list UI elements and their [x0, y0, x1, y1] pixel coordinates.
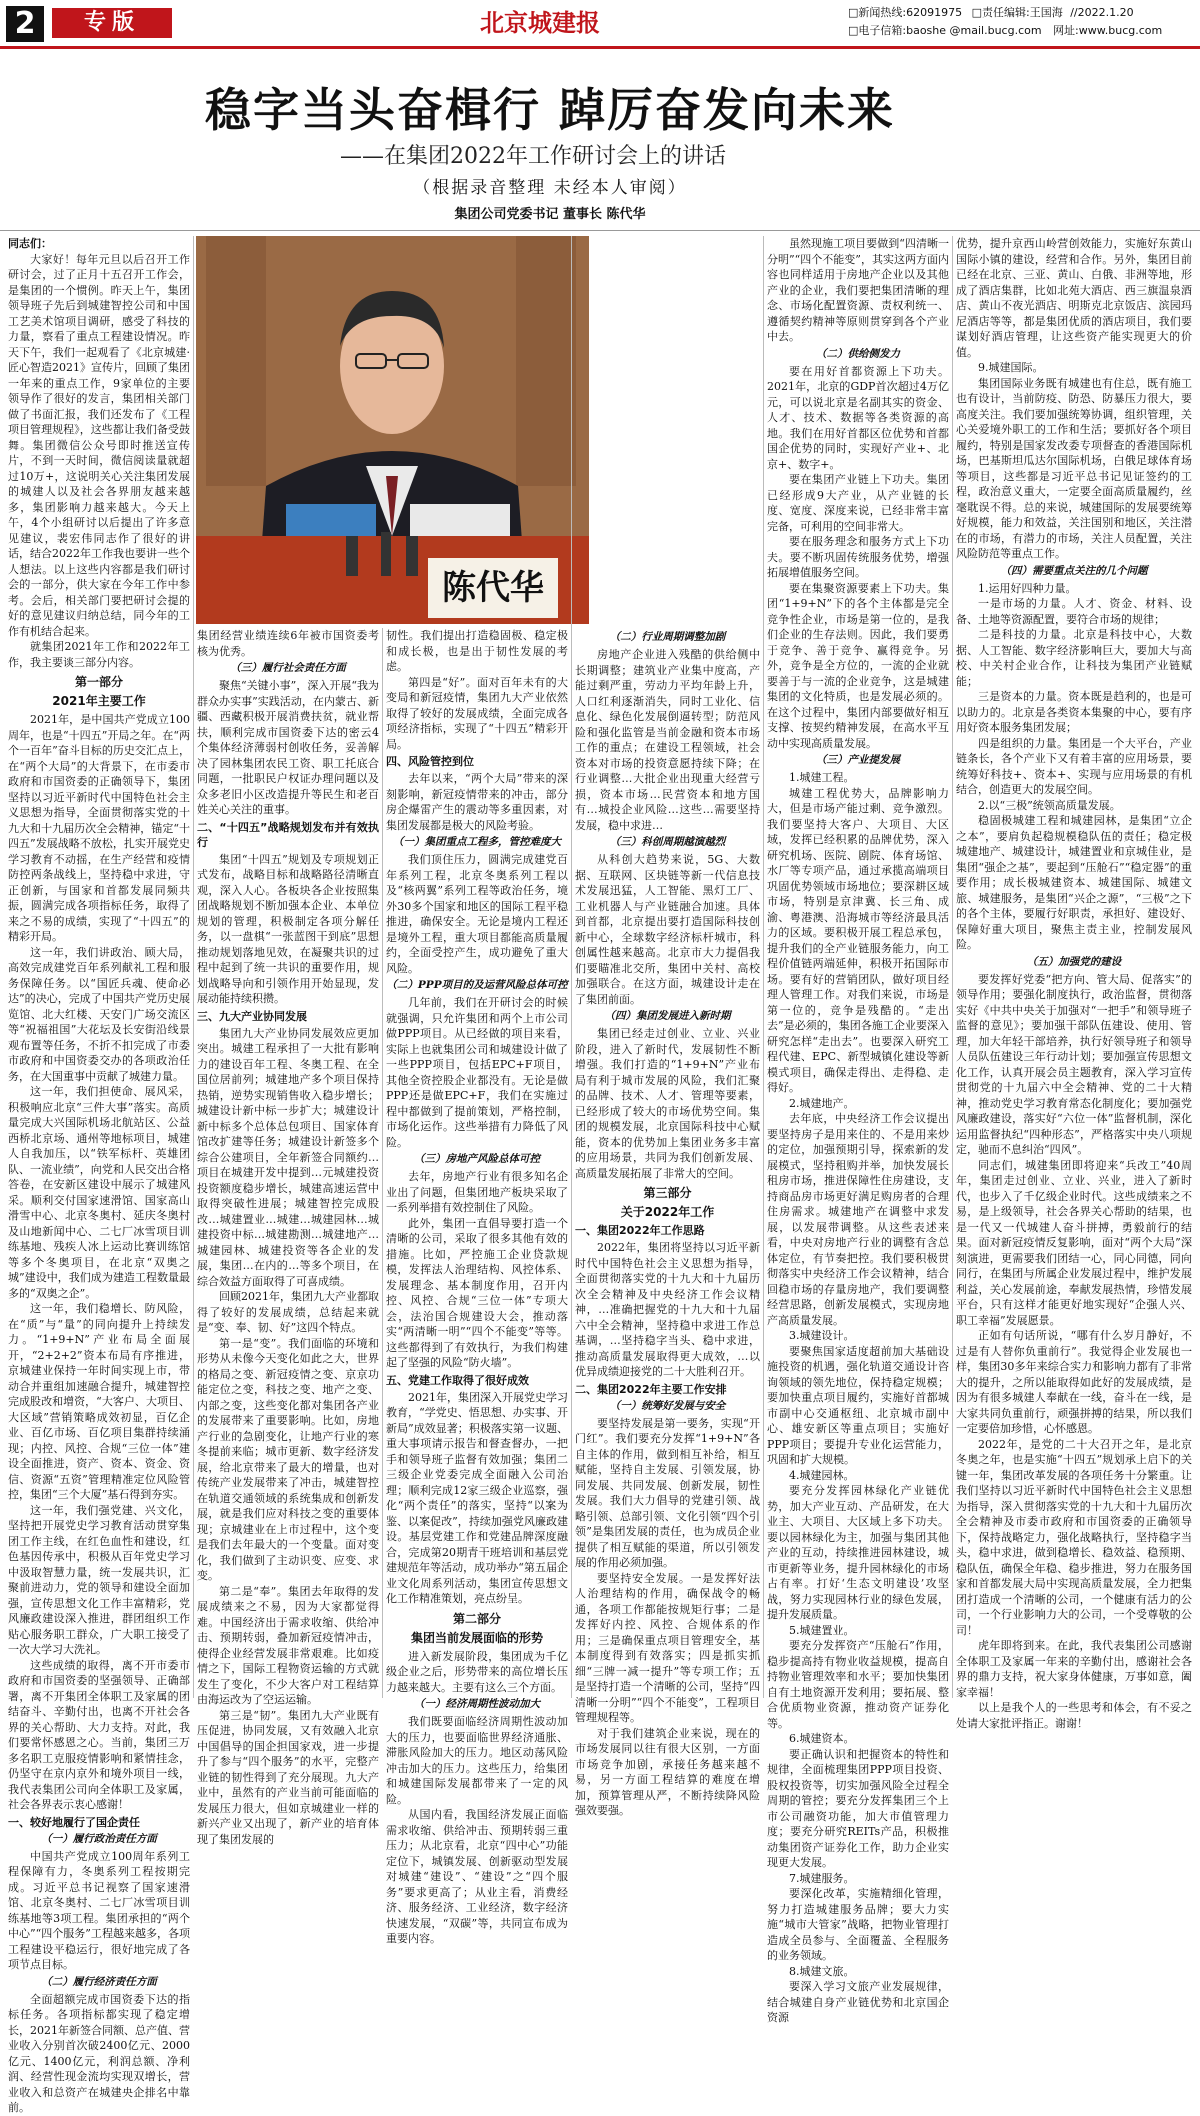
- paragraph: 要充分发挥园林绿化产业链优势，加大产业互动、产品研发，在大业主、大项目、大区域上多下功夫。要以园林绿化为主，加强与集团其他产业的互动，持续推进园林建设，城市更新等业务，提升园林绿化的市场占有率。打好‘生态文明建设’攻坚战，努力实现园林行业的绿色发展，提升发展质量。: [767, 1484, 949, 1621]
- paragraph: 对于我们建筑企业来说，现在的市场发展同以往有很大区别，一方面市场竞争加剧，承接任务越来越不易，另一方面工程结算的难度在增加，预算管理从严，不断持续降风险强效要强。: [575, 1726, 760, 1817]
- part-subheading: 关于2022年工作: [620, 1205, 715, 1219]
- subsection-heading: （一）经济周期性波动加大: [414, 1698, 540, 1710]
- paragraph: 集团九大产业协同发展效应更加突出。城建工程承担了一大批有影响力的建设百年工程、冬奥工程、在全国位居前列；城建地产多个项目保持热销，逆势实现销售收入稳步增长；城建设计新中标一步扩大；城建设计新中标多个总体总包项目、国家体育馆改扩建等任务；城建设计新签多个综合公建项目，全年新签合同额约…项目在城建开发中提到…元城建投资投资额度稳步增长，城建高速运营中取得突破性进展；城建智控完成股改…城建置业…城建…城建园林…城建投资中标…城建勘测…城建地产…城建园林、城建投资等各企业的发展，集团…在内的…等多个项目，在综合效益方面取得了可喜成绩。: [197, 1026, 379, 1288]
- paragraph: 要在集聚资源要素上下功夫。集团“1+9+N”下的各个主体都是完全竞争性企业，市场是第一位的，是我们企业的生存法则。因此，我们要勇于竞争、善于竞争、赢得竞争。另外，竞争是全方位的，一流的企业就要善于与一流的企业竞争，这是城建集团的文化特质，也是发展必须的。在这个过程中，集团内部要做好相互支撑、按契约精神发展，在高水平互动中实现高质量发展。: [767, 581, 949, 750]
- paragraph: 同志们，城建集团即将迎来“兵改工”40周年，集团走过创业、立业、兴业，进入了新时代，也步入了千亿级企业时代。这些成绩来之不易，是上级领导，社会各界关心帮助的结果，也是一代又一代城建人奋斗拼搏，勇毅前行的结果。面对新冠疫情反复影响，面对“两个大局”深刻演进，更需要我们团结一心，同心同德，同向同行，在集团与所属企业发展过程中，维护发展利益，关心发展前途，奉献发展热情，珍惜发展平台，只有这样才能更好地实现好“企强人兴、职工幸福”发展愿景。: [956, 1158, 1192, 1327]
- paragraph: 2.城建地产。: [789, 1096, 855, 1110]
- paragraph: 稳固极城建工程和城建园林，是集团“立企之本”，要肩负起稳规模稳队伍的责任；稳定极城建地产、城建设计，城建置业和京城佳业，是集团“强企之基”，要起到“压舱石”“稳定器”的重要作用；成长极城建资本、城建国际、城建文旅、城建服务，是集团“兴企之源”，“三极”之下的各个主体，要履行好职责，承担好、建设好、保障好重大项目，聚焦主责主业，控制发展风险。: [956, 814, 1192, 951]
- paragraph: 房地产企业进入残酷的供给侧中长期调整；建筑业产业集中度高，产能过剩严重，劳动力平均年龄上升，人口红利逐渐消失，同时工业化、信息化、绿色化发展倒逼转型；防范风险和强化监管是当前金融和资本市场工作的重点；在建设工程领域，社会资本对市场的投资意愿持续下降；在行业调整…大批企业出现重大经营亏损，资本市场…民营资本和地方国有…城投企业风险…这些…需要坚持发展，稳中求进…: [575, 648, 760, 832]
- website: 网址:www.bucg.com: [1053, 24, 1163, 37]
- paragraph: 要聚焦国家适度超前加大基础设施投资的机遇，强化轨道交通设计咨询领域的领先地位，保持稳定规模；要加快重点项目履约，实施好首都城市副中心交通枢纽、北京城市副中心、雄安新区等重点项目；实施好 PPP项目；要提升专业化运营能力，巩固和扩大规模。: [767, 1344, 949, 1466]
- column-1: [8, 236, 190, 2114]
- paragraph: 第一是“变”。我们面临的环境和形势从未像今天变化如此之大，世界的格局之变、新冠疫情之变、京京功能定位之变，科技之变、地产之变、内部之变，这些变化都对集团各产业的发展带来了重要影响。比如，房地产行业的急剧变化，让地产行业的寒冬提前来临；城市更新、数字经济发展，给北京带来了最大的增量，也对传统产业发展带来了冲击，城建智控在轨道交通领域的系统集成和创新发展，就是我们应对科技之变的重要体现；京城建业在上市过程中，这个变是我们去年最大的一个变量。面对变化，我们做到了主动识变、应变、求变。: [197, 1336, 379, 1582]
- column-6: [956, 236, 1192, 1730]
- masthead: 北京城建报: [480, 8, 600, 37]
- paragraph: 要在集团产业链上下功夫。集团已经形成9大产业，从产业链的长度、宽度、深度来说，已经非常丰富完备，可利用的空间非常大。: [767, 473, 949, 533]
- paragraph: 集团已经走过创业、立业、兴业阶段，进入了新时代，发展韧性不断增强。我们打造的“1+9+N”产业布局有利于城市发展的风险，我们汇聚的品牌、技术、人才、管理等要素，已经形成了较大的市场优势空间。集团的规模发展，北京国际科技中心赋能，资本的优势加上集团业务多丰富的应用场景，共同为我们创新发展、高质量发展拓展了非常大的空间。: [575, 1027, 760, 1180]
- paragraph: 去年，房地产行业有很多知名企业出了问题，但集团地产板块采取了一系列举措有效控制住了风险。: [386, 1170, 568, 1214]
- column-divider: [193, 236, 194, 1698]
- paragraph: 1.城建工程。: [789, 771, 855, 784]
- paragraph: 去年以来，“两个大局”带来的深刻影响，新冠疫情带来的冲击，部分房企爆雷产生的震动等多重因素，对集团发展都是极大的风险考验。: [386, 772, 568, 832]
- section-heading: 五、党建工作取得了很好成效: [386, 1373, 529, 1387]
- email: □电子信箱:baoshe @mail.bucg.com: [848, 24, 1042, 37]
- paragraph: 从国内看，我国经济发展正面临需求收缩、供给冲击、预期转弱三重压力；从北京看，北京“四中心”功能定位下，城镇发展、创新驱动型发展对城建“建设”、“建设”之“四个服务”要求更高了；从业主看，消费经济、服务经济、工业经济，数字经济快速发展，“双碳”等，共同宣布成为重要内容。: [386, 1808, 568, 1945]
- paragraph: 要发挥好党委“把方向、管大局、促落实”的领导作用；要强化制度执行，政治监督，贯彻落实好《中共中央关于加强对“一把手”和领导班子监督的意见》；要加强干部队伍建设、使用、管理，加大年轻干部培养，执行好领导班子和领导人员队伍建设三年行动计划；要加强宣传思想文化工作，认真开展会员主题教育，深入学习宣传贯彻党的十九届六中全会精神、党的二十大精神，推动党史学习教育常态化制度化；要加强党风廉政建设，落实好“六位一体”监督机制，深化运用监督执纪“四种形态”，严格落实中央八项规定，驰而不息纠治“四风”。: [956, 972, 1192, 1156]
- paragraph: 1.运用好四种力量。: [978, 581, 1077, 595]
- subsection-heading: （一）履行政治责任方面: [41, 1832, 157, 1845]
- paragraph: 2022年，集团将坚持以习近平新时代中国特色社会主义思想为指导，全面贯彻落实党的十九大和十九届历次全会精神及中央经济工作会议精神，…准确把握党的十九大和十九届六中全会精神，坚持稳中求进工作总基调，…坚持稳字当头、稳中求进，推动高质量发展取得更大成效，…以优异成绩迎接党的二十大胜利召开。: [575, 1241, 760, 1378]
- section-heading: 二、“十四五”战略规划发布并有效执行: [197, 820, 379, 849]
- photo-nameplate: 陈代华: [442, 568, 544, 608]
- paragraph: 四是组织的力量。集团是一个大平台，产业链条长，各个产业下又有着丰富的应用场景，要统筹好科技+、资本+、实现与应用场景的有机结合，创造更大的发展空间。: [956, 736, 1192, 796]
- section-heading: 四、风险管控到位: [386, 755, 474, 768]
- paragraph: 这一年，我们讲政治、顾大局，高效完成建党百年系列献礼工程和服务保障任务。以“国匠兵魂、使命必达”的决心，完成了中国共产党历史展览馆、北大红楼、天安门广场交流区等“祝福祖国”大花坛及长安街沿线景观布置等任务，不折不扣完成了市委市政府和中国资委交办的各项政治任务，在大国重事中贡献了城建力量。: [8, 945, 190, 1083]
- article-title: 稳字当头奋楫行 踔厉奋发向未来: [204, 83, 895, 137]
- paragraph: 几年前，我们在开研讨会的时候就强调，只允许集团和两个上市公司做PPP项目。从已经做的项目来看，实际上也就集团公司和城建设计做了一些PPP项目，包括EPC+F项目，其他全资控股企业都没有。无论是做PPP还是做EPC+F，我们在实施过程中都做到了提前策划，严格控制，市场化运作。这些举措有力降低了风险。: [386, 996, 568, 1149]
- paragraph: 全面超额完成市国资委下达的指标任务。各项指标都实现了稳定增长，2021年新签合同额、总产值、营业收入分别首次破2400亿元、2000亿元、1400亿元，利润总额、净利润、经营性现金流均实现双增长，营业收入和总资产在城建央企排名中靠前。: [8, 1992, 190, 2114]
- header-meta-row-1: [848, 6, 1134, 20]
- paragraph: 2022年，是党的二十大召开之年，是北京冬奥之年，也是实施“十四五”规划承上启下的关键一年，集团改革发展的各项任务十分繁重。让我们坚持以习近平新时代中国特色社会主义思想为指导，深入贯彻落实党的十九大和十九届历次全会精神及市委市政府和市国资委的正确领导下，保持战略定力，强化战略执行，坚持稳字当头，稳中求进，做到稳增长、稳效益、稳预期、稳队伍，确保全年稳、稳步推进，努力在服务国家和首都发展大局中实现高质量发展，全力把集团打造成一个清晰的公司，一个健康有活力的公司，一个行业影响力大的公司，一个受尊敬的公司！: [956, 1437, 1192, 1637]
- section-heading: 二、集团2022年主要工作安排: [575, 1382, 727, 1396]
- paragraph: 第四是“好”。面对百年未有的大变局和新冠疫情，集团九大产业依然取得了较好的发展成绩，全面完成各项经济指标，实现了“十四五”精彩开局。: [386, 675, 568, 751]
- paragraph: 二是科技的力量。北京是科技中心，大数据、人工智能、数字经济影响巨大，要加大与高校、中关村企业合作，让科技为集团产业链赋能；: [956, 628, 1192, 688]
- subsection-heading: （三）房地产风险总体可控: [414, 1153, 540, 1165]
- paragraph: 我们既要面临经济周期性波动加大的压力，也要面临世界经济通胀、滞胀风险加大的压力。地区动荡风险冲击加大的压力。这些压力，给集团和城建国际发展都带来了一定的风险。: [386, 1715, 568, 1806]
- section-heading: 三、九大产业协同发展: [197, 1009, 307, 1023]
- paragraph: 5.城建置业。: [789, 1623, 855, 1637]
- paragraph: 要充分发挥资产“压舱石”作用，稳步提高持有物业收益规模，提高自持物业管理效率和水平；要加快集团自有土地资源开发利用；要拓展、整合优质物业资源，推动资产证券化等。: [767, 1639, 949, 1730]
- column-divider: [763, 236, 764, 1698]
- part-subheading: 集团当前发展面临的形势: [410, 1630, 543, 1645]
- paragraph: 7.城建服务。: [789, 1871, 855, 1885]
- speaker-photo: [196, 236, 589, 624]
- paragraph: 进入新发展阶段，集团成为千亿级企业之后，形势带来的高位增长压力越来越大。主要有这么三个方面。: [386, 1649, 568, 1694]
- paragraph: 要深化改革，实施精细化管理，努力打造城建服务品牌；要大力实施“城市大管家”战略，把物业管理打造成全员参与、全面覆盖、全程服务的业务领域。: [767, 1887, 949, 1962]
- subsection-heading: （一）统筹好发展与安全: [609, 1399, 726, 1412]
- paragraph: 3.城建设计。: [789, 1329, 855, 1342]
- paragraph: 第二是“奉”。集团去年取得的发展成绩来之不易，因为大家都觉得难。中国经济出于需求收缩、供给冲击、预期转弱，叠加新冠疫情冲击，使得企业经营发展非常艰难。比如疫情之下，国际工程物资运输的方式就发生了变化，不少大客户对工程结算由海运改为了空运运输。: [197, 1584, 379, 1706]
- column-4: [575, 628, 760, 1817]
- subsection-heading: （四）集团发展进入新时期: [604, 1010, 731, 1022]
- part-heading: 第二部分: [452, 1611, 501, 1626]
- subsection-heading: （四）需要重点关注的几个问题: [1000, 564, 1148, 577]
- paragraph: 2021年，集团深入开展党史学习教育，“学党史、悟思想、办实事、开新局”成效显著；积极落实第一议题、重大事项请示报告和督查督办，一把手和领导班子监督有效加强；集团二三级企业党委完成全面融入公司治理；顺利完成12家三级企业巡察，强化“两个责任”的落实，坚持“以案为鉴、以案促改”，持续加强党风廉政建设。基层党建工作和党建品牌深度融合，完成第20期青干班培训和基层党建规范年等活动，成功举办“第五届企业文化周系列活动，集团宣传思想文化工作精准策划，亮点纷呈。: [386, 1390, 568, 1605]
- paragraph: 要坚持安全发展。一是发挥好法人治理结构的作用，确保战令的畅通，各项工作都能按规矩行事；二是发挥好内控、风控、合规体系的作用；三是确保重点项目管理安全，基本制度得到有效落实；四是抓实抓细“三牌一减一提升”等专项工作；五是坚持打造一个清晰的公司，坚持“四清晰一分明”“四个不能变”，工程项目管理规程等。: [575, 1571, 760, 1724]
- subsection-heading: （二）供给侧发力: [816, 347, 900, 360]
- article-subtitle: ——在集团2022年工作研讨会上的讲话: [340, 144, 726, 169]
- title-divider: [0, 230, 1200, 231]
- paragraph: 一是市场的力量。人才、资金、材料、设备、土地等资源配置，要符合市场的规律；: [956, 597, 1192, 626]
- paragraph: 集团“十四五”规划及专项规划正式发布，战略目标和战略路径清晰直观，深入人心。各板块各企业按照集团战略规划不断加强本企业、本单位规划的管理，积极制定各项分解任务，以一盘棋“一张蓝图干到底”思想推动规划落地见效，在凝聚共识的过程中起到了统一共识的重要作用，规划战略导向和引领作用开始显现，发展动能持续积攒。: [197, 852, 379, 1005]
- salutation: 同志们：: [8, 237, 52, 250]
- paragraph: 以上是我个人的一些思考和体会，有不妥之处请大家批评指正。谢谢！: [956, 1701, 1192, 1730]
- paragraph: 去年底，中央经济工作会议提出要坚持房子是用来住的、不是用来炒的定位，加强预期引导，探索新的发展模式，坚持租购并举，加快发展长租房市场，推进保障性住房建设，支持商品房市场更好满足购房者的合理住房需求。城建地产在调整中求发展，以发展带调整。从这些表述来看，中央对房地产行业的调整有含总体定位，有节奏把控。我们要积极贯彻落实中央经济工作会议精神，结合回稳市场的存量房地产，我们要调整经营思路，创新发展模式，实现房地产高质量发展。: [767, 1112, 949, 1327]
- paragraph: 要深入学习文旅产业发展规律，结合城建自身产业链优势和北京国企资源: [767, 1980, 949, 2024]
- paragraph: 正如有句话所说，“哪有什么岁月静好，不过是有人替你负重前行”。我觉得企业发展也一样，集团30多年来综合实力和影响力都有了非常大的提升，之所以能取得如此好的发展成绩，是因为有很多城建人奉献在一线，奋斗在一线，是大家共同负重前行，顽强拼搏的结果，所以我们一定要倍加珍惜，心怀感恩。: [956, 1329, 1192, 1435]
- section-heading: 一、集团2022年工作思路: [575, 1224, 705, 1237]
- paragraph: 要在用好首都资源上下功夫。2021年，北京的GDP首次超过4万亿元，可以说北京是名副其实的资金、人才、技术、数据等各类资源的高地。我们在用好首都区位优势和首都国企优势的同时，实现好产业+、北京+、数字+。: [767, 364, 949, 471]
- paragraph: 这一年，我们强党建、兴文化，坚持把开展党史学习教育活动贯穿集团工作主线，在红色血性和建设，红色基因传承中，积极从百年党史学习中汲取智慧力量，统一发展共识，汇聚前进动力，党的领导和建设全面加强，宣传思想文化工作丰富精彩，党风廉政建设深入推进，群团组织工作贴心服务职工群众，广大职工接受了一次大学习大洗礼。: [8, 1503, 190, 1656]
- column-divider: [952, 236, 953, 1698]
- subsection-heading: （三）产业提发展: [816, 754, 900, 766]
- paragraph: 优势，提升京西山岭营创效能力，实施好东黄山国际小镇的建设，经营和合作。另外，集团目前已经在北京、三亚、黄山、白俄、非洲等地，形成了酒店集群，比如北苑大酒店、西三旗温泉酒店、黄山不夜光酒店、明斯克北京饭店、滨园玛尼酒店等等，都是集团优质的酒店项目，我们要谋划好酒店管理，让这些资产能实现更大的价值。: [956, 237, 1192, 359]
- paragraph: 集团经营业绩连续6年被市国资委考核为优秀。: [197, 629, 379, 658]
- section-heading: 一、较好地履行了国企责任: [8, 1815, 140, 1829]
- paragraph: 这一年，我们担使命、展风采，积极响应北京“三件大事”落实。高质量完成大兴国际机场北航站区、公益西桥北京场、通州等地标项目，城建人自我加压，以“铁军标杆、英雄团队、一流业绩”，向党和人民交出合格答卷，在安新区建设中展示了城建风采。顺利交付国家速滑馆、国家高山滑雪中心、北京冬奥村、延庆冬奥村及山地新闻中心、二七厂冰雪项目训练基地、残疾人冰上运动比赛训练馆等多个冬奥项目，在北京“双奥之城”建设中，我们成为建造工程数量最多的“双奥之企”。: [8, 1085, 190, 1300]
- page-header: [0, 0, 1200, 49]
- editor: □责任编辑:王国海: [971, 6, 1063, 19]
- header-meta-row-2: [848, 24, 1162, 38]
- paragraph: 此外，集团一直倡导要打造一个清晰的公司，采取了很多其他有效的措施。比如，严控施工企业贷款规模，发挥法人治理结构、风控体系、发展理念、基本制度作用，召开内控、风控、合规“三位一体”专项大会，法治国合规建设大会，推动落实“两清晰一明”“四个不能变”等等。这些都得到了有效执行，为我们构建起了坚强的风险“防火墙”。: [386, 1216, 568, 1369]
- column-divider: [382, 628, 383, 1698]
- paragraph: 大家好！每年元旦以后召开工作研讨会，过了正月十五召开工作会，是集团的一个惯例。昨天上午，集团领导班子先后到城建智控公司和中国工艺美术馆项目调研，感受了科技的力量，察看了重点工程建设情况。昨天下午，我们一起观看了《北京城建·匠心智造2021》宣传片，回顾了集团一年来的重点工作，9家单位的主要领导作了很好的发言，集团相关部门做了书面汇报，我们还发布了《工程项目管理规程》，这些都让我们备受鼓舞。集团微信公众号即时推送宣传片，不到一天时间，微信阅读量就超过10万+，这说明关心关注集团发展的城建人以及社会各界朋友越来越多，集团影响力越来越大。今天上午，4个小组研讨以后提出了许多意见建议，裴宏伟同志作了很好的讲话，结合2022年工作我也要讲一些个人想法。以上这些内容都是我们研讨会的一部分，供大家在今年工作中参考。会后，相关部门要把研讨会提的好的意见建议归纳总结，同今年的工作有机结合起来。: [8, 252, 190, 638]
- subsection-heading: （三）履行社会责任方面: [230, 662, 346, 674]
- part-subheading: 2021年主要工作: [52, 694, 146, 708]
- column-5: [767, 236, 949, 2024]
- paragraph: 要正确认识和把握资本的特性和规律，全面梳理集团PPP项目投资、股权投资等，切实加强风险全过程全周期的管控；要充分发挥集团三个上市公司融资功能，加大市值管理力度；要充分研究REITs产品，积极推动集团资产证券化工作，助力企业实现更大发展。: [767, 1747, 949, 1869]
- paragraph: 要坚持发展是第一要务，实现“开门红”。我们要充分发挥“1+9+N”各自主体的作用，做到相互补给，相互赋能，坚持自主发展、引领发展，协同发展、共同发展、创新发展，韧性发展。我们大力倡导的党建引领、战略引领、总部引领、文化引领“四个引领”是集团发展的责任，也为成员企业提供了相互赋能的渠道，所以引领发展的作用必须加强。: [575, 1416, 760, 1569]
- paragraph: 第三是“韧”。集团九大产业既有压促进，协同发展，又有效融入北京中国倡导的国企担国家戏，进一步提升了参与“四个服务”的水平，完整产业链的韧性得到了充分展现。九大产业中，虽然有的产业当前可能面临的发展压力很大，但如京城建业一样的新兴产业又出现了，新产业的培育体现了集团发展的: [197, 1708, 379, 1846]
- subsection-heading: （二）PPP项目的及运营风险总体可控: [386, 979, 568, 991]
- article-author: 集团公司党委书记 董事长 陈代华: [454, 207, 646, 222]
- part-heading: 第一部分: [74, 675, 123, 689]
- column-2: [197, 628, 379, 1846]
- paragraph: 中国共产党成立100周年系列工程保障有力，冬奥系列工程按期完成。习近平总书记视察了国家速滑馆、北京冬奥村、二七厂冰雪项目训练基地等3项工程。集团承担的“两个中心”“四个服务”工程越来越多，各项工程建设平稳运行，很好地完成了各项节点目标。: [8, 1849, 190, 1971]
- paragraph: 这些成绩的取得，离不开市委市政府和市国资委的坚强领导、正确部署，离不开集团全体职工及家属的团结奋斗、辛勤付出，也离不开社会各界的关心帮助、大力支持。对此，我们要常怀感恩之心。当前，集团三万多名职工克服疫情影响和紧情挂念，仍坚守在京内京外和境外项目一线，我代表集团公司向全体职工及家属，社会各界表示衷心感谢！: [8, 1658, 190, 1811]
- paragraph: 2021年，是中国共产党成立100周年，也是“十四五”开局之年。在“两个一百年”奋斗目标的历史交汇点上，在“两个大局”的大背景下，在市委市政府和市国资委的正确领导下，集团坚持以习近平新时代中国特色社会主义思想为指导，全面贯彻落实党的十九大和十九届历次全会精神，锚定“十四五”发展战略不放松，扎实开展党史学习教育不动摇，在生产经营和疫情防控两条战线上，坚持稳中求进，守正创新，与国家和首都发展同频共振，圆满完成各项指标任务，取得了来之不易的成绩，实现了“十四五”的精彩开局。: [8, 713, 190, 943]
- paragraph: 虎年即将到来。在此，我代表集团公司感谢全体职工及家属一年来的辛勤付出，感谢社会各界的鼎力支持，祝大家身体健康，万事如意，阖家幸福！: [956, 1639, 1192, 1699]
- part-heading: 第三部分: [643, 1186, 692, 1200]
- paragraph: 城建工程优势大，品牌影响力大，但是市场产能过剩、竞争激烈。我们要坚持大客户、大项目、大区域，发挥已经积累的品牌优势，深入研究机场、医院、剧院、体育场馆、水厂等专项产品，通过承揽高端项目巩固优势领域市场地位；要深耕区域市场，特别是京津冀、长三角、成渝、粤港澳、沿海城市等经济最具活力的区域。要积极开展工程总承包，提升我们的全产业链服务能力，向工程价值链两端延伸，积极开拓国际市场。要有好的营销团队，做好项目经理人管理工作。对我们来说，市场是第一位的，竞争是残酷的。“走出去”是必须的，集团各施工企业要深入研究怎样“走出去”。也要深入研究工程代建、EPC、新型城镇化建设等新模式项目，确保走得出、走得稳、走得好。: [767, 786, 949, 1094]
- subsection-heading: （三）科创周期越演越烈: [609, 836, 726, 848]
- page-number: 2: [6, 6, 44, 42]
- paragraph: 三是资本的力量。资本既是趋利的，也是可以助力的。北京是各类资本集聚的中心，要有序用好资本服务集团发展；: [956, 690, 1192, 734]
- paragraph: 2.以“三极”统领高质量发展。: [978, 798, 1121, 812]
- subsection-heading: （五）加强党的建设: [1026, 955, 1122, 968]
- subsection-heading: （二）履行经济责任方面: [41, 1975, 157, 1988]
- paragraph: 8.城建文旅。: [789, 1964, 855, 1978]
- paragraph: 韧性。我们提出打造稳固极、稳定极和成长极，也是出于韧性发展的考虑。: [386, 629, 568, 673]
- paragraph: 虽然现施工项目要做到“四清晰一分明”“四个不能变”，其实这两方面内容也同样适用于房地产企业以及其他产业的企业，我们要把集团清晰的理念、市场化配置资源、责权利统一、遵循契约精神等原则贯穿到各个产业中去。: [767, 237, 949, 343]
- paragraph: 回顾2021年，集团九大产业都取得了较好的发展成绩，总结起来就是“变、奉、韧、好”这四个特点。: [197, 1290, 379, 1334]
- subsection-heading: （一）集团重点工程多，管控难度大: [393, 836, 561, 848]
- section-label: 专版: [52, 8, 172, 38]
- paragraph: 要在服务理念和服务方式上下功夫。要不断巩固传统服务优势，增强拓展增值服务空间。: [767, 535, 949, 579]
- paragraph: 聚焦“关键小事”，深入开展“我为群众办实事”实践活动，在内蒙古、新疆、西藏积极开展消费扶贫，就业帮扶，顺利完成市国资委下达的密云4个集体经济薄弱村创收任务，妥善解决了园林集团农民工资、职工托底合同题，一批职民户权证办理问题以及众多老旧小区改造提升等民生和老百姓关心关注的重事。: [197, 679, 379, 816]
- issue-date: //2022.1.20: [1070, 6, 1134, 19]
- column-3: [386, 628, 568, 1945]
- paragraph: 6.城建资本。: [789, 1732, 855, 1745]
- paragraph: 就集团2021年工作和2022年工作，我主要谈三部分内容。: [8, 640, 190, 669]
- subsection-heading: （二）行业周期调整加剧: [609, 631, 726, 643]
- paragraph: 我们顶住压力，圆满完成建党百年系列工程，北京冬奥系列工程以及“核两翼”系列工程等政治任务，境外30多个国家和地区的国际工程平稳推进，确保安全。无论是境内工程还是境外工程，重大项目都能高质量履约，全面受控产生，成功避免了重大风险。: [386, 853, 568, 975]
- paragraph: 4.城建园林。: [789, 1468, 855, 1482]
- column-divider: [571, 236, 572, 1698]
- article-note: （根据录音整理 未经本人审阅）: [413, 178, 687, 198]
- paragraph: 从科创大趋势来说，5G、大数据、互联网、区块链等新一代信息技术发展迅猛，人工智能、黑灯工厂、工业机器人与产业链融合加速。具体到首都，北京提出要打造国际科技创新中心，全球数字经济标杆城市，科创属性越来越高。北京市大力提倡我们要瞄准北交所，集团中关村、高校加强联合。在这方面，城建设计走在了集团前面。: [575, 853, 760, 1006]
- hotline: □新闻热线:62091975: [848, 6, 963, 19]
- paragraph: 这一年，我们稳增长、防风险，在“质”与“量”的同向提升上持续发力。“1+9+N”产业布局全面展开，“2+2+2”资本布局有序推进，京城建业保持一年时间实现上市，带动合并重组加速融合提升，城建智控完成股改和增资，“大客户、大项目、大区域”营销策略成效初显，百亿企业、百亿市场、百亿项目集群持续涌现；内控、风控、合规“三位一体”建设全面推进，资产、资本、资金、资信、资源“五资”管理精准定位风险管控，集团“三个大厦”基石得到夯实。: [8, 1302, 190, 1501]
- paragraph: 集团国际业务既有城建也有住总，既有施工也有设计，当前防疫、防恐、防暴压力很大，要高度关注。我们要加强统筹协调，组织管理，关心关爱境外职工的工作和生活；要抓好各个项目履约，特别是国家发改委专项督查的香港国际机场，巴基斯坦瓜达尔国际机场，白俄足球体育场等项目，这些都是习近平总书记见证签约的工程，政治意义重大，一定要全面高质量履约，丝毫耽误不得。总的来说，城建国际的发展要统筹好规模，能力和效益，关注国别和地区，关注潜在的市场，有潜力的市场，关注人员配置，关注风险防范等重点工作。: [956, 376, 1192, 560]
- paragraph: 9.城建国际。: [978, 361, 1044, 374]
